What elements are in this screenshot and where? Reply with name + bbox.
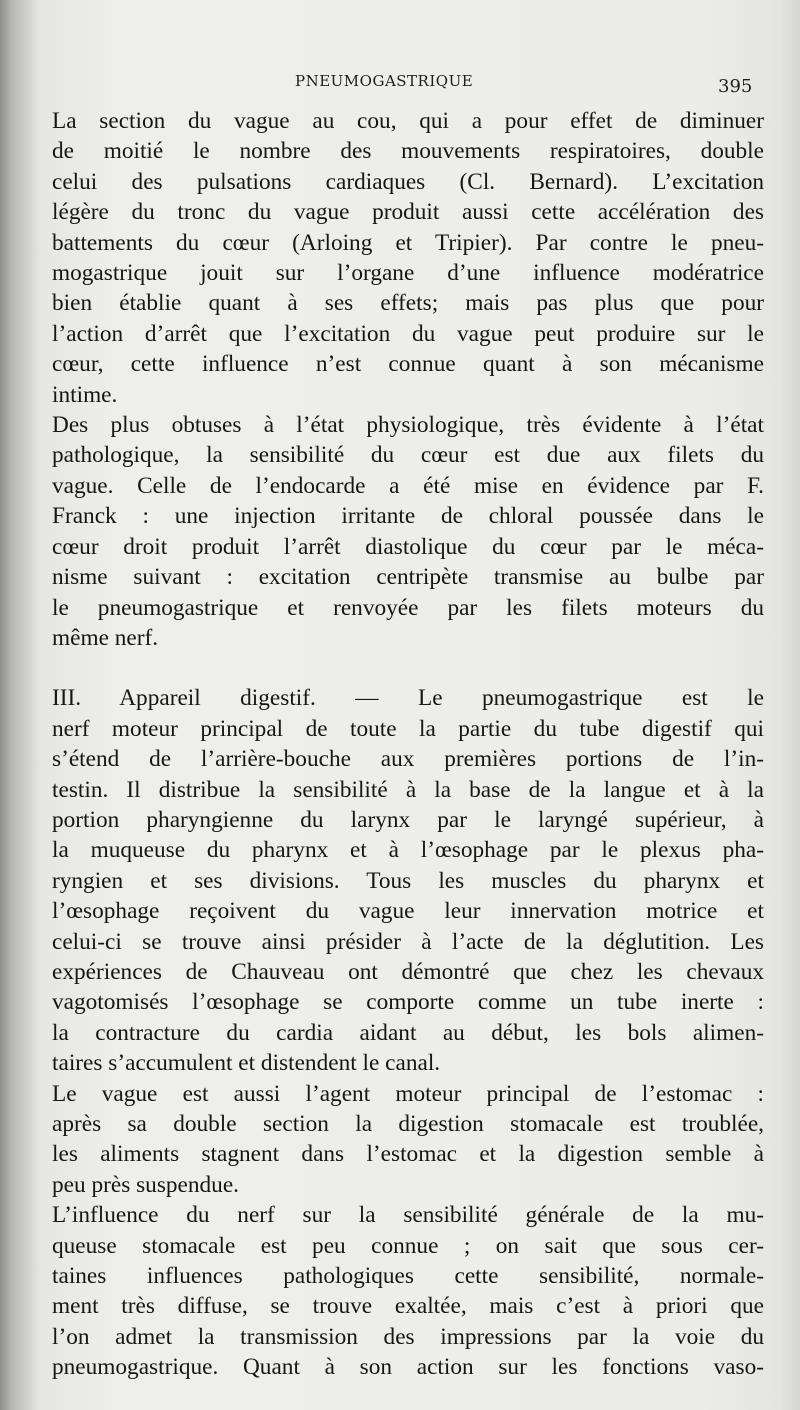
text-line: légère du tronc du vague produit aussi cette accélération des bbox=[52, 199, 764, 226]
text-line: pathologique, la sensibilité du cœur est due aux filets du bbox=[52, 442, 764, 469]
text-line: Le vague est aussi l’agent moteur principal de l’estomac : bbox=[52, 1080, 764, 1107]
text-line: Des plus obtuses à l’état physiologique, très évidente à l’état bbox=[52, 412, 764, 439]
running-title: PNEUMOGASTRIQUE bbox=[295, 72, 474, 90]
section-gap bbox=[52, 653, 764, 683]
page-number: 395 bbox=[718, 76, 753, 97]
text-line: mogastrique jouit sur l’organe d’une influence modératrice bbox=[52, 260, 764, 287]
text-line: peu près suspendue. bbox=[52, 1171, 239, 1198]
text-line: cœur, cette influence n’est connue quant à son mécanisme bbox=[52, 351, 764, 378]
text-line: testin. Il distribue la sensibilité à la base de la langue et à la bbox=[52, 776, 764, 803]
text-line: cœur droit produit l’arrêt diastolique du cœur par le méca- bbox=[52, 533, 764, 560]
text-line: l’on admet la transmission des impressions par la voie du bbox=[52, 1323, 764, 1350]
text-line: bien établie quant à ses effets; mais pas plus que pour bbox=[52, 290, 764, 317]
text-line: taires s’accumulent et distendent le canal. bbox=[52, 1050, 441, 1077]
paragraph-5 bbox=[52, 1200, 764, 1382]
text-line: ryngien et ses divisions. Tous les muscles du pharynx et bbox=[52, 867, 764, 894]
text-line: l’œsophage reçoivent du vague leur innervation motrice et bbox=[52, 898, 764, 925]
paragraph-3 bbox=[52, 683, 764, 1078]
text-line: portion pharyngienne du larynx par le laryngé supérieur, à bbox=[52, 806, 764, 833]
text-line: nerf moteur principal de toute la partie du tube digestif qui bbox=[52, 715, 764, 742]
text-line: après sa double section la digestion stomacale est troublée, bbox=[52, 1111, 764, 1137]
text-line: ment très diffuse, se trouve exaltée, mais c’est à priori que bbox=[52, 1293, 764, 1320]
text-line: celui-ci se trouve ainsi présider à l’acte de la déglutition. Les bbox=[52, 928, 764, 955]
section-heading-line: III. Appareil digestif. — Le pneumogastrique est le bbox=[52, 685, 764, 712]
text-line: expériences de Chauveau ont démontré que chez les chevaux bbox=[52, 958, 764, 985]
text-line: l’action d’arrêt que l’excitation du vague peut produire sur le bbox=[52, 320, 764, 347]
body-text bbox=[52, 106, 764, 1383]
text-line: le pneumogastrique et renvoyée par les filets moteurs du bbox=[52, 594, 764, 621]
text-line: la muqueuse du pharynx et à l’œsophage par le plexus pha- bbox=[52, 837, 764, 864]
text-line: pneumogastrique. Quant à son action sur les fonctions vaso- bbox=[52, 1354, 764, 1381]
text-line: Franck : une injection irritante de chloral poussée dans le bbox=[52, 503, 764, 530]
text-line: nisme suivant : excitation centripète transmise au bulbe par bbox=[52, 564, 764, 591]
paragraph-2 bbox=[52, 410, 764, 653]
paragraph-4 bbox=[52, 1079, 764, 1201]
text-line: les aliments stagnent dans l’estomac et la digestion semble à bbox=[52, 1141, 764, 1168]
text-line: battements du cœur (Arloing et Tripier). Par contre le pneu- bbox=[52, 229, 764, 256]
text-line: taines influences pathologiques cette sensibilité, normale- bbox=[52, 1263, 764, 1290]
text-line: même nerf. bbox=[52, 624, 159, 651]
text-line: la contracture du cardia aidant au début, les bols alimen- bbox=[52, 1019, 764, 1046]
text-line: vague. Celle de l’endocarde a été mise en évidence par F. bbox=[52, 472, 764, 499]
text-line: L’influence du nerf sur la sensibilité générale de la mu- bbox=[52, 1202, 764, 1229]
text-line: intime. bbox=[52, 381, 118, 408]
text-line: de moitié le nombre des mouvements respiratoires, double bbox=[52, 138, 764, 165]
text-line: vagotomisés l’œsophage se comporte comme un tube inerte : bbox=[52, 989, 764, 1016]
text-line: s’étend de l’arrière-bouche aux premières portions de l’in- bbox=[52, 746, 764, 773]
text-line: La section du vague au cou, qui a pour effet de diminuer bbox=[52, 108, 764, 134]
text-line: celui des pulsations cardiaques (Cl. Bernard). L’excitation bbox=[52, 168, 764, 195]
paragraph-1 bbox=[52, 106, 764, 410]
text-line: queuse stomacale est peu connue ; on sait que sous cer- bbox=[52, 1232, 764, 1259]
